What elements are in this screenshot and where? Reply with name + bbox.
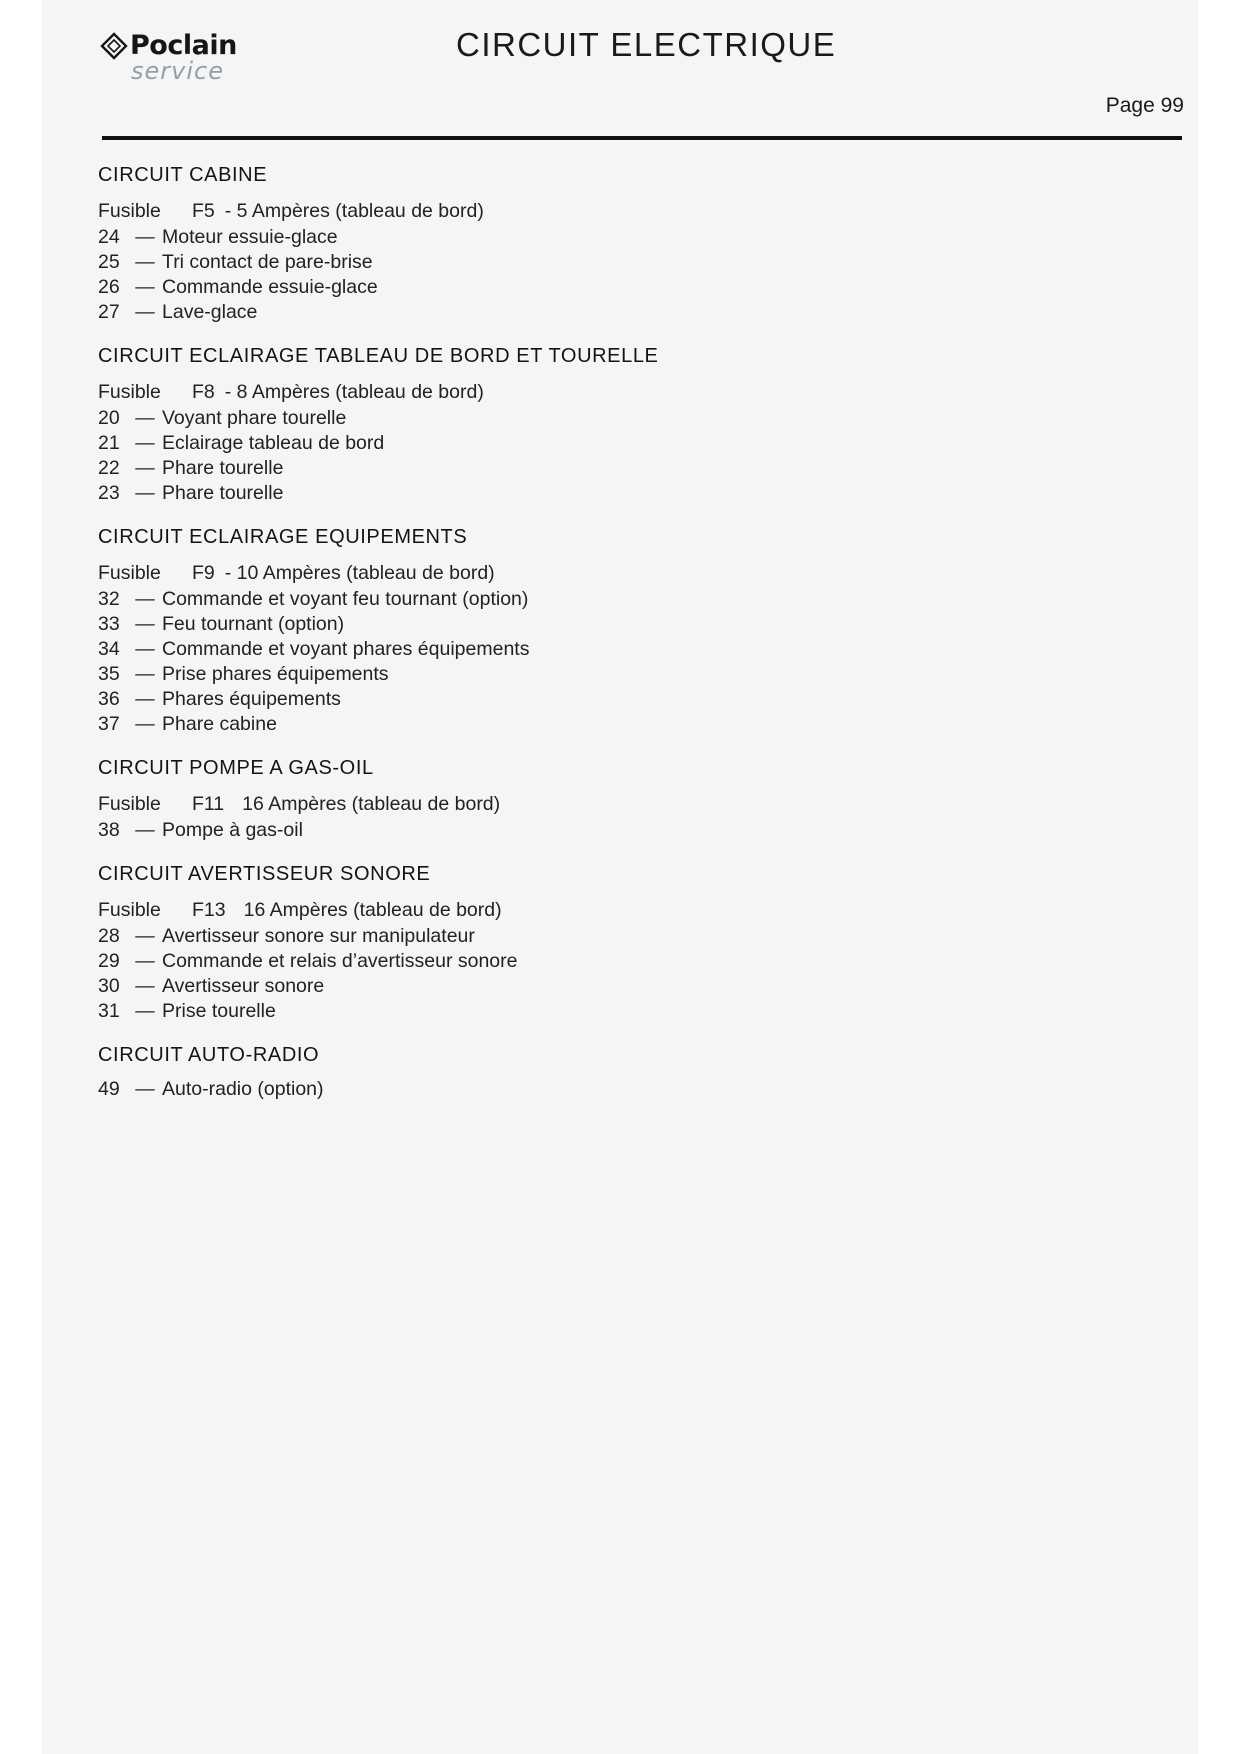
item-text: Avertisseur sonore sur manipulateur [162,925,475,947]
item-text: Commande essuie-glace [162,276,378,298]
item-number: 30 [98,975,120,997]
item-dash: — [135,482,155,504]
fuse-line [98,378,998,406]
item-text: Phares équipements [162,688,341,710]
fuse-code: F9 [192,562,215,584]
item-number: 29 [98,950,120,972]
item-number: 25 [98,251,120,273]
list-item [98,712,998,737]
item-text: Eclairage tableau de bord [162,432,385,454]
item-dash: — [135,1078,155,1100]
list-item [98,275,998,300]
fuse-label: Fusible [98,562,161,584]
item-dash: — [135,950,155,972]
item-dash: — [135,251,155,273]
circuit-section [98,524,998,737]
item-number: 37 [98,713,120,735]
item-dash: — [135,407,155,429]
circuit-section [98,1042,998,1102]
item-dash: — [135,713,155,735]
fuse-code: F13 [192,899,226,921]
item-number: 31 [98,1000,120,1022]
list-item [98,481,998,506]
item-dash: — [135,432,155,454]
item-text: Feu tournant (option) [162,613,345,635]
list-item [98,637,998,662]
item-number: 21 [98,432,120,454]
item-text: Avertisseur sonore [162,975,325,997]
item-number: 32 [98,588,120,610]
item-text: Prise tourelle [162,1000,276,1022]
circuit-section [98,162,998,325]
item-text: Commande et voyant feu tournant (option) [162,588,529,610]
brand-subtitle: service [131,57,224,85]
list-item [98,949,998,974]
item-number: 24 [98,226,120,248]
item-number: 35 [98,663,120,685]
circuit-section [98,343,998,506]
list-item [98,300,998,325]
item-dash: — [135,975,155,997]
item-number: 20 [98,407,120,429]
item-text: Commande et relais d’avertisseur sonore [162,950,518,972]
item-text: Tri contact de pare-brise [162,251,373,273]
section-title: CIRCUIT CABINE [98,164,268,186]
item-text: Auto-radio (option) [162,1078,324,1100]
item-number: 36 [98,688,120,710]
item-dash: — [135,688,155,710]
poclain-logo [100,30,237,85]
list-item [98,406,998,431]
item-dash: — [135,588,155,610]
fuse-rating: - 10 Ampères (tableau de bord) [224,562,495,584]
item-text: Phare tourelle [162,482,284,504]
item-text: Phare tourelle [162,457,284,479]
list-item [98,225,998,250]
fuse-rating: - 8 Ampères (tableau de bord) [224,381,484,403]
item-dash: — [135,663,155,685]
list-item [98,818,998,843]
fuse-label: Fusible [98,899,161,921]
list-item [98,662,998,687]
item-number: 27 [98,301,120,323]
section-title: CIRCUIT AUTO-RADIO [98,1044,320,1066]
item-number: 33 [98,613,120,635]
fuse-line [98,896,998,924]
item-number: 23 [98,482,120,504]
item-dash: — [135,819,155,841]
fuse-code: F5 [192,200,215,222]
item-number: 38 [98,819,120,841]
circuit-list [98,162,998,1120]
fuse-label: Fusible [98,793,161,815]
item-text: Phare cabine [162,713,277,735]
item-text: Pompe à gas-oil [162,819,303,841]
section-title: CIRCUIT ECLAIRAGE EQUIPEMENTS [98,526,468,548]
page-number: Page 99 [1105,94,1184,117]
fuse-rating: - 5 Ampères (tableau de bord) [224,200,484,222]
section-title: CIRCUIT AVERTISSEUR SONORE [98,863,431,885]
item-number: 26 [98,276,120,298]
fuse-code: F11 [192,793,225,815]
item-dash: — [135,276,155,298]
list-item [98,431,998,456]
fuse-line [98,559,998,587]
item-number: 22 [98,457,120,479]
item-dash: — [135,1000,155,1022]
item-number: 34 [98,638,120,660]
item-text: Voyant phare tourelle [162,407,347,429]
item-dash: — [135,613,155,635]
fuse-line [98,197,998,225]
item-dash: — [135,638,155,660]
fuse-label: Fusible [98,381,161,403]
fuse-code: F8 [192,381,215,403]
brand-name: Poclain [130,30,237,61]
item-dash: — [135,301,155,323]
item-text: Lave-glace [162,301,258,323]
list-item [98,587,998,612]
item-number: 28 [98,925,120,947]
list-item [98,924,998,949]
list-item [98,687,998,712]
item-number: 49 [98,1078,120,1100]
fuse-rating: 16 Ampères (tableau de bord) [243,899,502,921]
list-item [98,250,998,275]
section-title: CIRCUIT ECLAIRAGE TABLEAU DE BORD ET TOURELLE [98,345,659,367]
item-dash: — [135,925,155,947]
item-text: Commande et voyant phares équipements [162,638,530,660]
item-dash: — [135,457,155,479]
circuit-section [98,755,998,843]
list-item [98,612,998,637]
item-text: Prise phares équipements [162,663,389,685]
list-item [98,999,998,1024]
list-item [98,1077,998,1102]
circuit-section [98,861,998,1024]
list-item [98,456,998,481]
header-divider [102,136,1182,140]
document-title: CIRCUIT ELECTRIQUE [456,26,837,63]
item-dash: — [135,226,155,248]
diamond-logo-icon [100,32,128,60]
item-text: Moteur essuie-glace [162,226,338,248]
fuse-label: Fusible [98,200,161,222]
list-item [98,974,998,999]
fuse-rating: 16 Ampères (tableau de bord) [242,793,501,815]
fuse-line [98,790,998,818]
section-title: CIRCUIT POMPE A GAS-OIL [98,757,374,779]
